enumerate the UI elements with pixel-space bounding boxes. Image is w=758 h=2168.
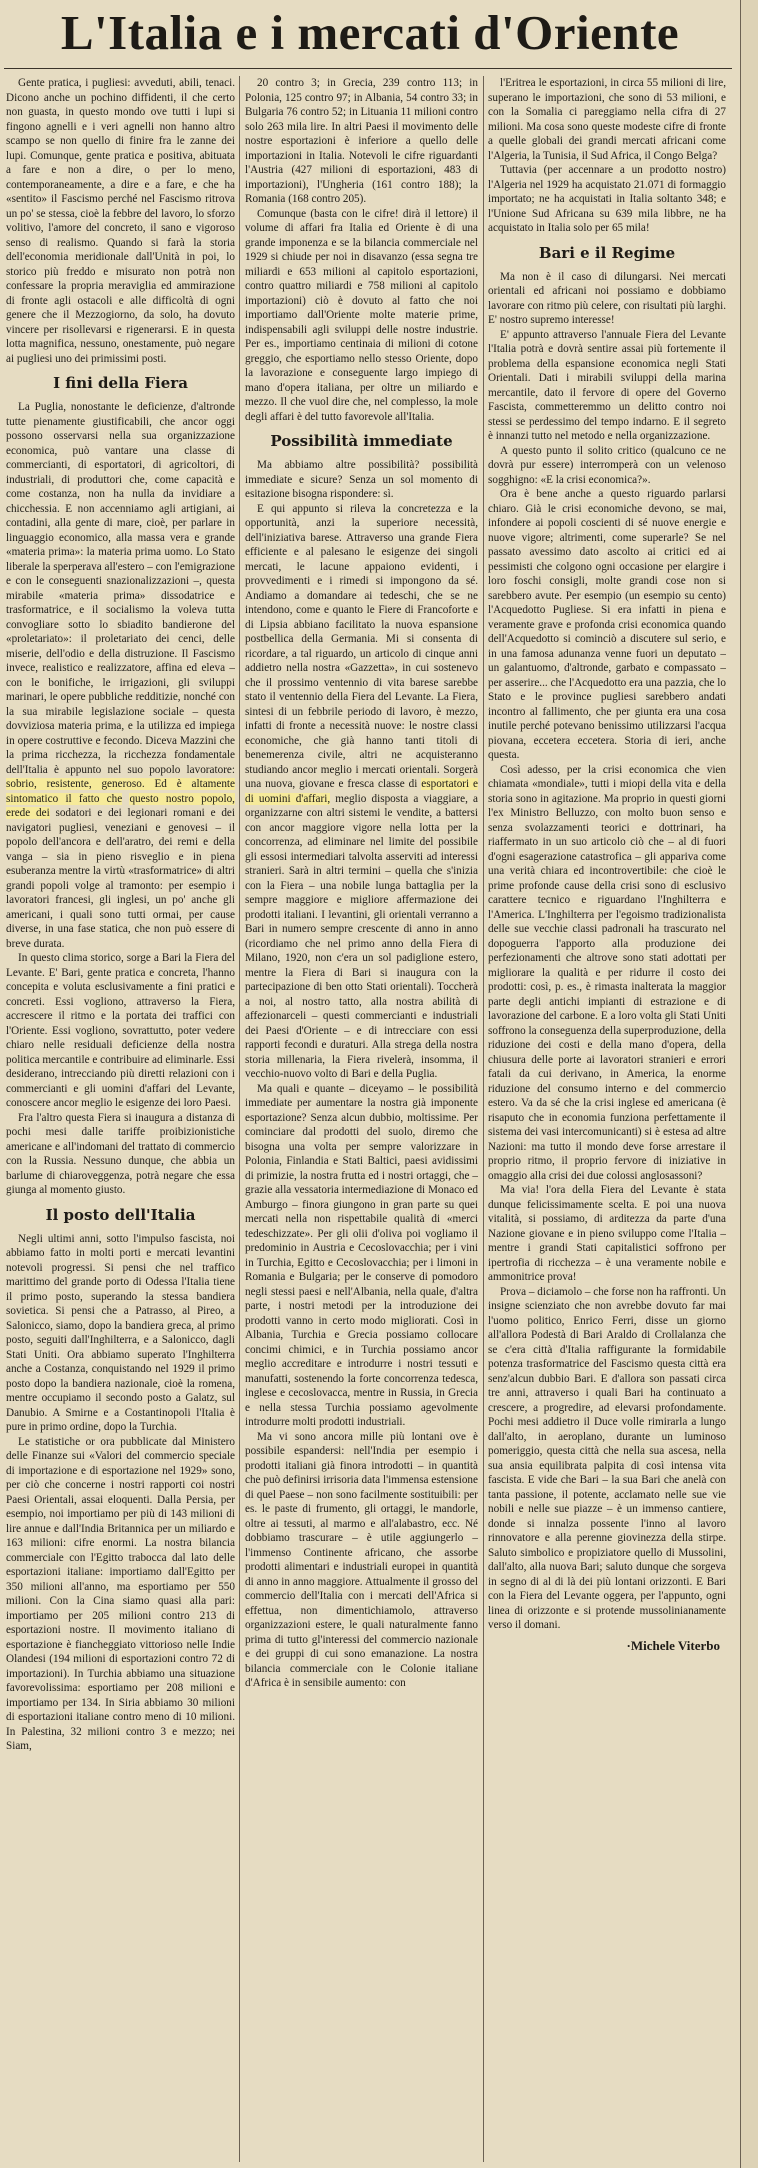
paragraph: 20 contro 3; in Grecia, 239 contro 113; in Polonia, 125 contro 97; in Albania, 54 contro 33; in Bulgaria 76 contro 52; in Lituania 11 milioni contro solo 263 mila lire. In altri Paesi il movimento delle nostre esportazioni è inferiore a quello delle importazioni in Italia. Notevoli le cifre riguardanti l'Austria (427 milioni di esportazioni, 483 di importazioni), l'Ungheria (161 contro 188); la Romania (168 contro 205). — [245, 77, 478, 205]
paragraph-text: La Puglia, nonostante le deficienze, d'altronde tutte pienamente giustificabili, che ancor oggi possono osservarsi nella sua organizzazione economica, può vantare una classe di commercianti, di esportatori, di agricoltori, di industriali, di produttori che, come capacità e come costanza, non ha nulla da invidiare a chicchessia. E non accenniamo agli artigiani, ai contadini, alla gente di mare, cioè, per parlare in linguaggio economico, alla massa vera e grande «materia prima»: la materia prima uomo. Lo Stato liberale la sperperava all'estero – con l'emigrazione e con le conseguenti snazionalizzazioni –, questa mirabile «materia prima» dissodatrice e trasformatrice, e il socialismo la voleva tutta convogliare sotto lo sbiadito bandierone del «proletariato»: il proletariato dei cenci, delle miserie, dell'odio e della distruzione. Il Fascismo invece, realistico e realizzatore, affina ed eleva – con le bonifiche, le irrigazioni, gli sviluppi marinari, le opere pubbliche redditizie, nonché con la sua mirabile legislazione sociale – questa dovviziosa materia prima, e la utilizza ed impiega in opere costruttive e fecondo. Diceva Mazzini che la prima ricchezza, la ricchezza fondamentale dell'Italia è appunto nel suo popolo lavoratore: — [6, 401, 235, 776]
paragraph: Ma abbiamo altre possibilità? possibilità immediate e sicure? Senza un sol momento di esitazione bisogna rispondere: sì. — [245, 459, 478, 500]
article-column-2 — [245, 76, 478, 2166]
headline-rule — [4, 68, 732, 69]
column-divider — [483, 76, 484, 2162]
paragraph: l'Eritrea le esportazioni, in circa 55 milioni di lire, superano le importazioni, che sono di 53 milioni, e con la Somalia ci pareggiamo nella cifra di 27 milioni. Ma cosa sono queste modeste cifre di fronte a quelle globali dei grandi mercati africani come l'Algeria, la Tunisia, il Sud Africa, il Congo Belga? — [488, 77, 726, 162]
paragraph: E' appunto attraverso l'annuale Fiera del Levante l'Italia potrà e dovrà sentire assai più fortemente il problema della espansione economica negli Stati Orientali. Dati i mirabili sviluppi della marina mercantile, dato il fervore di opere del Governo Fascista, commetteremmo un delitto contro noi stessi se perdessimo del tempo indarno. E il segreto è innanzi tutto nel metodo e nella organizzazione. — [488, 328, 726, 442]
paragraph: Fra l'altro questa Fiera si inaugura a distanza di pochi mesi dalle tariffe proibizionistiche americane e all'indomani del trattato di commercio con la Russia. Nessuno dunque, che abbia un barlume di chiaroveggenza, potrà negare che essa giunga al momento giusto. — [6, 1111, 235, 1196]
section-heading: Bari e il Regime — [538, 243, 676, 262]
paragraph: Comunque (basta con le cifre! dirà il lettore) il volume di affari fra Italia ed Oriente è di una grande imponenza e se la bilancia commerciale nel 1929 si chiude per noi in disavanzo (essa segna tre miliardi e 653 milioni al capitolo esportazioni, contro quattro miliardi e 758 milioni al capitolo importazioni) ciò è dovuto al fatto che noi importiamo dall'Oriente molte materie prime, indispensabili agli sviluppi delle nostre industrie. Per es., importiamo centinaia di milioni di cotone greggio, che esportiamo nello stesso Oriente, dopo la lavorazione e conseguente largo impiego di mano d'opera italiana, per oltre un miliardo e mezzo. Il che vuol dire che, nel complesso, la mole degli affari è del tutto favorevole all'Italia. — [245, 207, 478, 423]
paragraph-text: sodatori e dei legionari romani e dei navigatori pugliesi, veneziani e genovesi – il popolo dell'ancora e dell'aratro, dei remi e della vanga – sia in pieno risveglio e in piena esuberanza mentre la virtù «trasformatrice» di altri grandi popoli volge al tramonto: per esempio i lavoratori francesi, gli inglesi, un po' anche gli americani, i quali sono tutti ormai, per cause diverse, in una fase statica, che non può essere di breve durata. — [6, 807, 235, 950]
paragraph: Ma vi sono ancora mille più lontani ove è possibile espandersi: nell'India per esempio i prodotti italiani già finora introdotti – in quantità che può definirsi irrisoria data l'immensa estensione di quel Paese – non sono facilmente sostituibili: per es. le paste di frumento, gli ortaggi, le mandorle, oltre ai tessuti, al marmo e all'alabastro, ecc. Né dobbiamo trascurare – è utile aggiungerlo – l'immenso Continente africano, che assorbe prodotti alimentari e industriali europei in quantità di anno in anno maggiore. Attualmente il grosso del commercio dell'Italia con i mercati dell'Africa si effettua, non dimentichiamolo, attraverso organizzazioni estere, le quali naturalmente fanno prima di tutto gl'interessi del commercio nazionale e dei gruppi di cui sono emanazione. La nostra bilancia commerciale con le Colonie italiane d'Africa è in sensibile aumento: con — [245, 1430, 478, 1689]
paragraph-text: E qui appunto si rileva la concretezza e la opportunità, anzi la superiore necessità, dell'iniziativa barese. Attraverso una grande Fiera efficiente e al palesano le esigenze dei singoli mercati, le lacune appaiono evidenti, i provvedimenti e i rimedi si impongono da sé. Andiamo a domandare ai tedeschi, che se ne intendono, come e quanto le Fiere di Francoforte e di Lipsia abbiano facilitato la nuova espansione postbellica della Germania. Mi si consenta di ricordare, a tal riguardo, un articolo di cinque anni addietro nella nostra «Gazzetta», in cui sostenevo che il prossimo ventennio di vita barese sarebbe stato il ventennio della Fiera del Levante. La Fiera, sintesi di un febbrile periodo di lavoro, è mezzo, infatti di fronte a necessità nuove: le nostre classi economiche, che già hanno tanti titoli di benemerenza civile, altri ne acquisteranno studiando ancor meglio i mercati orientali. Sorgerà una nuova, giovane e fresca classe di — [245, 502, 478, 790]
paragraph: Tuttavia (per accennare a un prodotto nostro) l'Algeria nel 1929 ha acquistato 21.071 di formaggio importato; ne ha acquistati in Italia soltanto 348; e l'Unione Sud Africana su 639 mila libbre, ne ha acquistato in Italia solo per 65 mila! — [488, 164, 726, 234]
paragraph — [6, 400, 235, 951]
paragraph: Ma via! l'ora della Fiera del Levante è stata dunque felicissimamente scelta. E poi una nuova vitalità, si possiamo, di arditezza da parte d'una Nazione giovane e in pieno sviluppo come l'Italia – mentre i grandi Stati capitalistici soffrono per ipertrofia di ricchezza – è una veramente nobile e ammonitrice prova! — [488, 1184, 726, 1283]
paragraph: Ora è bene anche a questo riguardo parlarsi chiaro. Già le crisi economiche devono, se mai, infondere ai popoli coscienti di sé nuove energie e nuove vigore; altrimenti, come superarle? Se nel passato avessimo dato ascolto ai critici ed ai pessimisti che colgono ogni occasione per elargire i loro foschi consigli, molte grandi cose non si sarebbero avute. Per esempio (un esempio su cento) l'Acquedotto Pugliese. Si era infatti in piena e veramente grave e profonda crisi economica quando dell'Acquedotto si cominciò a discutere sul serio, e in una famosa adunanza venne fuori un deputato – un galantuomo, d'altronde, garbato e compassato – per asserire... che l'Acquedotto era una pazzia, che lo Stato e le province pugliesi sarebbero andati incontro al fallimento, che per giunta era una cosa inutile perché potevano benissimo utilizzarsi l'acqua piovana, eccetera eccetera. Storia di ieri, anche questa. — [488, 488, 726, 761]
article-column-3 — [488, 76, 726, 2166]
highlighted-text: questo nostro popolo, erede dei — [6, 792, 235, 819]
section-heading: I fini della Fiera — [53, 374, 188, 392]
paragraph-text: meglio disposta a viaggiare, a organizzarne con altri sistemi le vendite, a battersi con ancor maggiore vigore nella lotta per la concorrenza, ad eliminare nel limite del possibile gli essosi intermediari talvolta asserviti ad interessi stranieri. Sarà in altri termini – quella che s'inizia con la Fiera – una nobile lunga battaglia per la sempre maggiore e migliore affermazione dei prodotti italiani. I levantini, gli orientali verranno a Bari in numero sempre crescente di anno in anno (ricordiamo che nel primo anno della Fiera di Milano, 1920, non c'era un sol padiglione estero, mentre la Fiera di Bari si inaugura con la partecipazione di ben otto Stati orientali). Toccherà a noi, al nostro tatto, alla nostra abilità di affezionarceli – questi commercianti e industriali dei Paesi d'Oriente – e di intrecciare con essi rapporti fecondi e duraturi. Alla strega della nostra storia millenaria, la Fiera rivelerà, insomma, il vecchio-nuovo volto di Bari e della Puglia. — [245, 792, 478, 1080]
paragraph: Negli ultimi anni, sotto l'impulso fascista, noi abbiamo fatto in molti porti e mercati levantini notevoli progressi. Si pensi che nel traffico marittimo del grande porto di Odessa l'Italia tiene il primo posto, superando la stessa bandiera sovietica. Si pensi che a Patrasso, al Pireo, a Salonicco, siamo, dopo la bandiera greca, al primo posto, seguiti dall'Inghilterra, e a Salonicco, dagli Stati Uniti. Ora abbiamo superato l'Inghilterra anche a Costanza, conquistando nel 1929 il primo posto dopo la bandiera nazionale, cioè la romena, mentre occupiamo il secondo posto a Galatz, sul Danubio. A Smirne e a Costantinopoli l'Italia è pure in primo ordine, dopo la Turchia. — [6, 1232, 235, 1433]
paragraph: A questo punto il solito critico (qualcuno ce ne dovrà pur essere) interromperà con un velenoso sogghigno: «E la crisi economica?». — [488, 444, 726, 486]
section-heading: Il posto dell'Italia — [45, 1205, 196, 1224]
paragraph: Gente pratica, i pugliesi: avveduti, abili, tenaci. Dicono anche un pochino diffidenti, il che certo non guasta, in questo mondo ove tutti i lupi si fingono agnelli e i veri agnelli non hanno altro scampo se non quello di finire fra le zanne dei lupi. Comunque, gente pratica e positiva, abituata a fare e non a dire, o per lo meno, contemporaneamente, a dire e a fare, e che ha «sentito» il Fascismo perché nel Fascismo ritrova un po' se stessa, cioè la febbre del lavoro, lo sforzo volitivo, l'amore del concreto, il sano e vigoroso senso di realismo. Quando si farà la storia dell'economia meridionale dall'Unità in poi, lo storico più freddo e misurato non potrà non confessare la propria meraviglia ed ammirazione di fronte agli ostacoli e alle difficoltà di ogni genere che il Mezzogiorno, da solo, ha dovuto vincere per risollevarsi e rigenerarsi. E in questa lotta magnifica, nessuno, onestamente, può negare ai pugliesi uno dei primissimi posti. — [6, 77, 235, 365]
paragraph: Ma quali e quante – diceyamo – le possibilità immediate per aumentare la nostra già imponente esportazione? Senza alcun dubbio, moltissime. Per cominciare dal prodotti del suolo, diremo che bisogna una volta per sempre valorizzare in Polonia, Finlandia e Stati Baltici, paesi avidissimi di primizie, la nostra frutta ed i nostri ortaggi, che – grazie alla vessatoria intermediazione di Monaco ed Amburgo – finora giungono in gran parte su quei mercati nella non rispettabile qualità di «merci tedeschizzate». Per gli olii d'oliva poi vogliamo il predominio in Austria e Cecoslovacchia; per i vini in Turchia, Egitto e Cecoslovacchia; per i limoni in Romania e Bulgaria; per le conserve di pomodoro negli stessi paesi e nell'Albania, nella quale, d'altra parte, i nostri metodi per la introduzione dei prodotti vanno in certo modo migliorati. Così in Albania, Turchia e Grecia possiamo collocare concimi chimici, e in Turchia possiamo ancor meglio accreditare e introdurre i nostri tessuti e manufatti, sostenendo la forte concorrenza tedesca, inglese e cecoslovacca, mentre in Russia, in Grecia e nella stessa Turchia possiamo agevolmente introdurre molti prodotti industriali. — [245, 1082, 478, 1428]
paragraph: Ma non è il caso di dilungarsi. Nei mercati orientali ed africani noi possiamo e dobbiamo lavorare con ritmo più celere, con risultati più larghi. E' nostro supremo interesse! — [488, 270, 726, 326]
column-divider — [239, 76, 240, 2162]
paragraph — [245, 502, 478, 1082]
highlighted-text: sobrio, resistente, generoso. Ed è altamente sintomatico il fatto che — [6, 778, 235, 805]
paragraph: Così adesso, per la crisi economica che vien chiamata «mondiale», tutti i miopi della vita e della storia sono in agitazione. Ma proprio in questi giorni l'ex Ministro Belluzzo, con molto buon senso e senza svolazzamenti teorici e dottrinari, ha riaffermato in un suo articolo ciò che – al di fuori d'ogni esagerazione catastrofica – gli appariva come una verità chiara ed incontrovertibile: che cioè le prime profonde cause della crisi sono di esclusivo carattere tecnico e riguardano l'Inghilterra e l'America. L'Inghilterra per l'egoismo tradizionalista delle sue vecchie classi padronali ha trascurato nel dopoguerra l'apporto alla produzione dei perfezionamenti che altrove sono stati adottati per migliorare la qualità e per ridurre il costo dei prodotti: così, p. es., è rimasta inalterata la maggior parte degli antichi impianti di estrazione e di lavorazione del carbone. E a loro volta gli Stati Uniti soffrono la conseguenza della superproduzione, della riduzione dei costi e della mano d'opera, della chiusura delle porte ai lavoratori stranieri e errori fatali da cui derivano, in America, la enorme riduzione del consumo interno e del commercio estero. Va da sé che la crisi inglese ed americana (è risaputo che in economia funziona perfettamente il sistema dei vasi intercomunicanti) si è estesa ad altre Nazioni: ma tutto il mondo deve forse arrestare il proprio ritmo, il proprio fervore di iniziative in omaggio alla crisi dei due colossi anglosassoni? — [488, 763, 726, 1182]
section-heading: Possibilità immediate — [270, 432, 453, 450]
article-column-1 — [6, 76, 235, 2166]
paragraph: Le statistiche or ora pubblicate dal Ministero delle Finanze sui «Valori del commercio speciale di importazione e di esportazione nel 1929» sono, per ciò che concerne i nostri rapporti coi nostri Paesi Orientali, assai eloquenti. Dalla Persia, per esempio, noi importiamo per più di 143 milioni di lire annue e dall'India Britannica per un miliardo e 163 milioni: cifre enormi. La nostra bilancia commerciale con l'Egitto trabocca dal lato delle esportazioni italiane: importiamo dall'Egitto per 350 milioni all'anno, ma esportiamo per 550 milioni. Con la Cina siamo quasi alla pari: importiamo per 205 milioni contro 213 di esportazioni nostre. Il movimento italiano di esportazione è fiancheggiato vittorioso nelle Indie Olandesi (194 milioni di esportazioni contro 72 di importazioni). In Turchia abbiamo una situazione favorevolissima: esportiamo per 208 milioni e importiamo per 134. In Siria abbiamo 30 milioni di esportazioni italiane contro meno di 10 milioni. In Palestina, 32 milioni contro 3 e mezzo; nei Siam, — [6, 1435, 235, 1752]
headline: L'Italia e i mercati d'Oriente — [60, 5, 680, 60]
adjacent-column-edge — [740, 0, 758, 2168]
author-signature: ·Michele Viterbo — [626, 1637, 720, 1653]
paragraph: Prova – diciamolo – che forse non ha raffronti. Un insigne scienziato che non avrebbe dovuto far mai l'uomo politico, Enrico Ferri, disse un giorno all'allora Podestà di Bari Araldo di Crollalanza che se c'era città d'Italia raffigurante la formidabile potenza trasformatrice del Fascismo questa città era senz'alcun dubbio Bari. E d'allora son passati circa tre anni, attraverso i quali Bari ha continuato a crescere, a progredire, ad elevarsi profondamente. Pochi mesi addietro il Duce volle rimirarla a lungo dall'alto, in aeroplano, durante un luminoso pomeriggio, questa città che nella sua ascesa, nella sua ansia equilibrata palpita di così intensa vita fascista. E vide che Bari – la sua Bari che anelà con tanta passione, il potente, acclamato nelle sue vie nobili e nelle sue piazze – è un immenso cantiere, donde si innalza possente l'inno al lavoro rinnovatore e alla perenne giovinezza della stirpe. Saluto simbolico e propiziatore quello di Mussolini, dall'alto, alla nuova Bari; saluto dunque che sorgeva in segno di al di là dei più lontani orizzonti. E Bari con la Fiera del Levante oggera, per l'appunto, ogni linea di orizzonte e si protende mussolinianamente verso il domani. — [488, 1285, 726, 1631]
paragraph: In questo clima storico, sorge a Bari la Fiera del Levante. E' Bari, gente pratica e concreta, l'hanno concepita e voluta esclusivamente a fini pratici e concreti. Essi vogliono, attraverso la Fiera, accrescere il ritmo e la portata dei traffici con l'Oriente. Essi vogliono, sovrattutto, poter vedere chiaro nelle residuali deficienze della nostra politica mercantile e contribuire ad eliminarle. Essi desiderano, intrecciando più diretti relazioni con i commercianti e gli uomini d'affari del Levante, conoscere ancor meglio le esigenze dei loro Paesi. — [6, 952, 235, 1109]
highlighted-text: esportatori e di uomini d'affari, — [245, 778, 478, 805]
